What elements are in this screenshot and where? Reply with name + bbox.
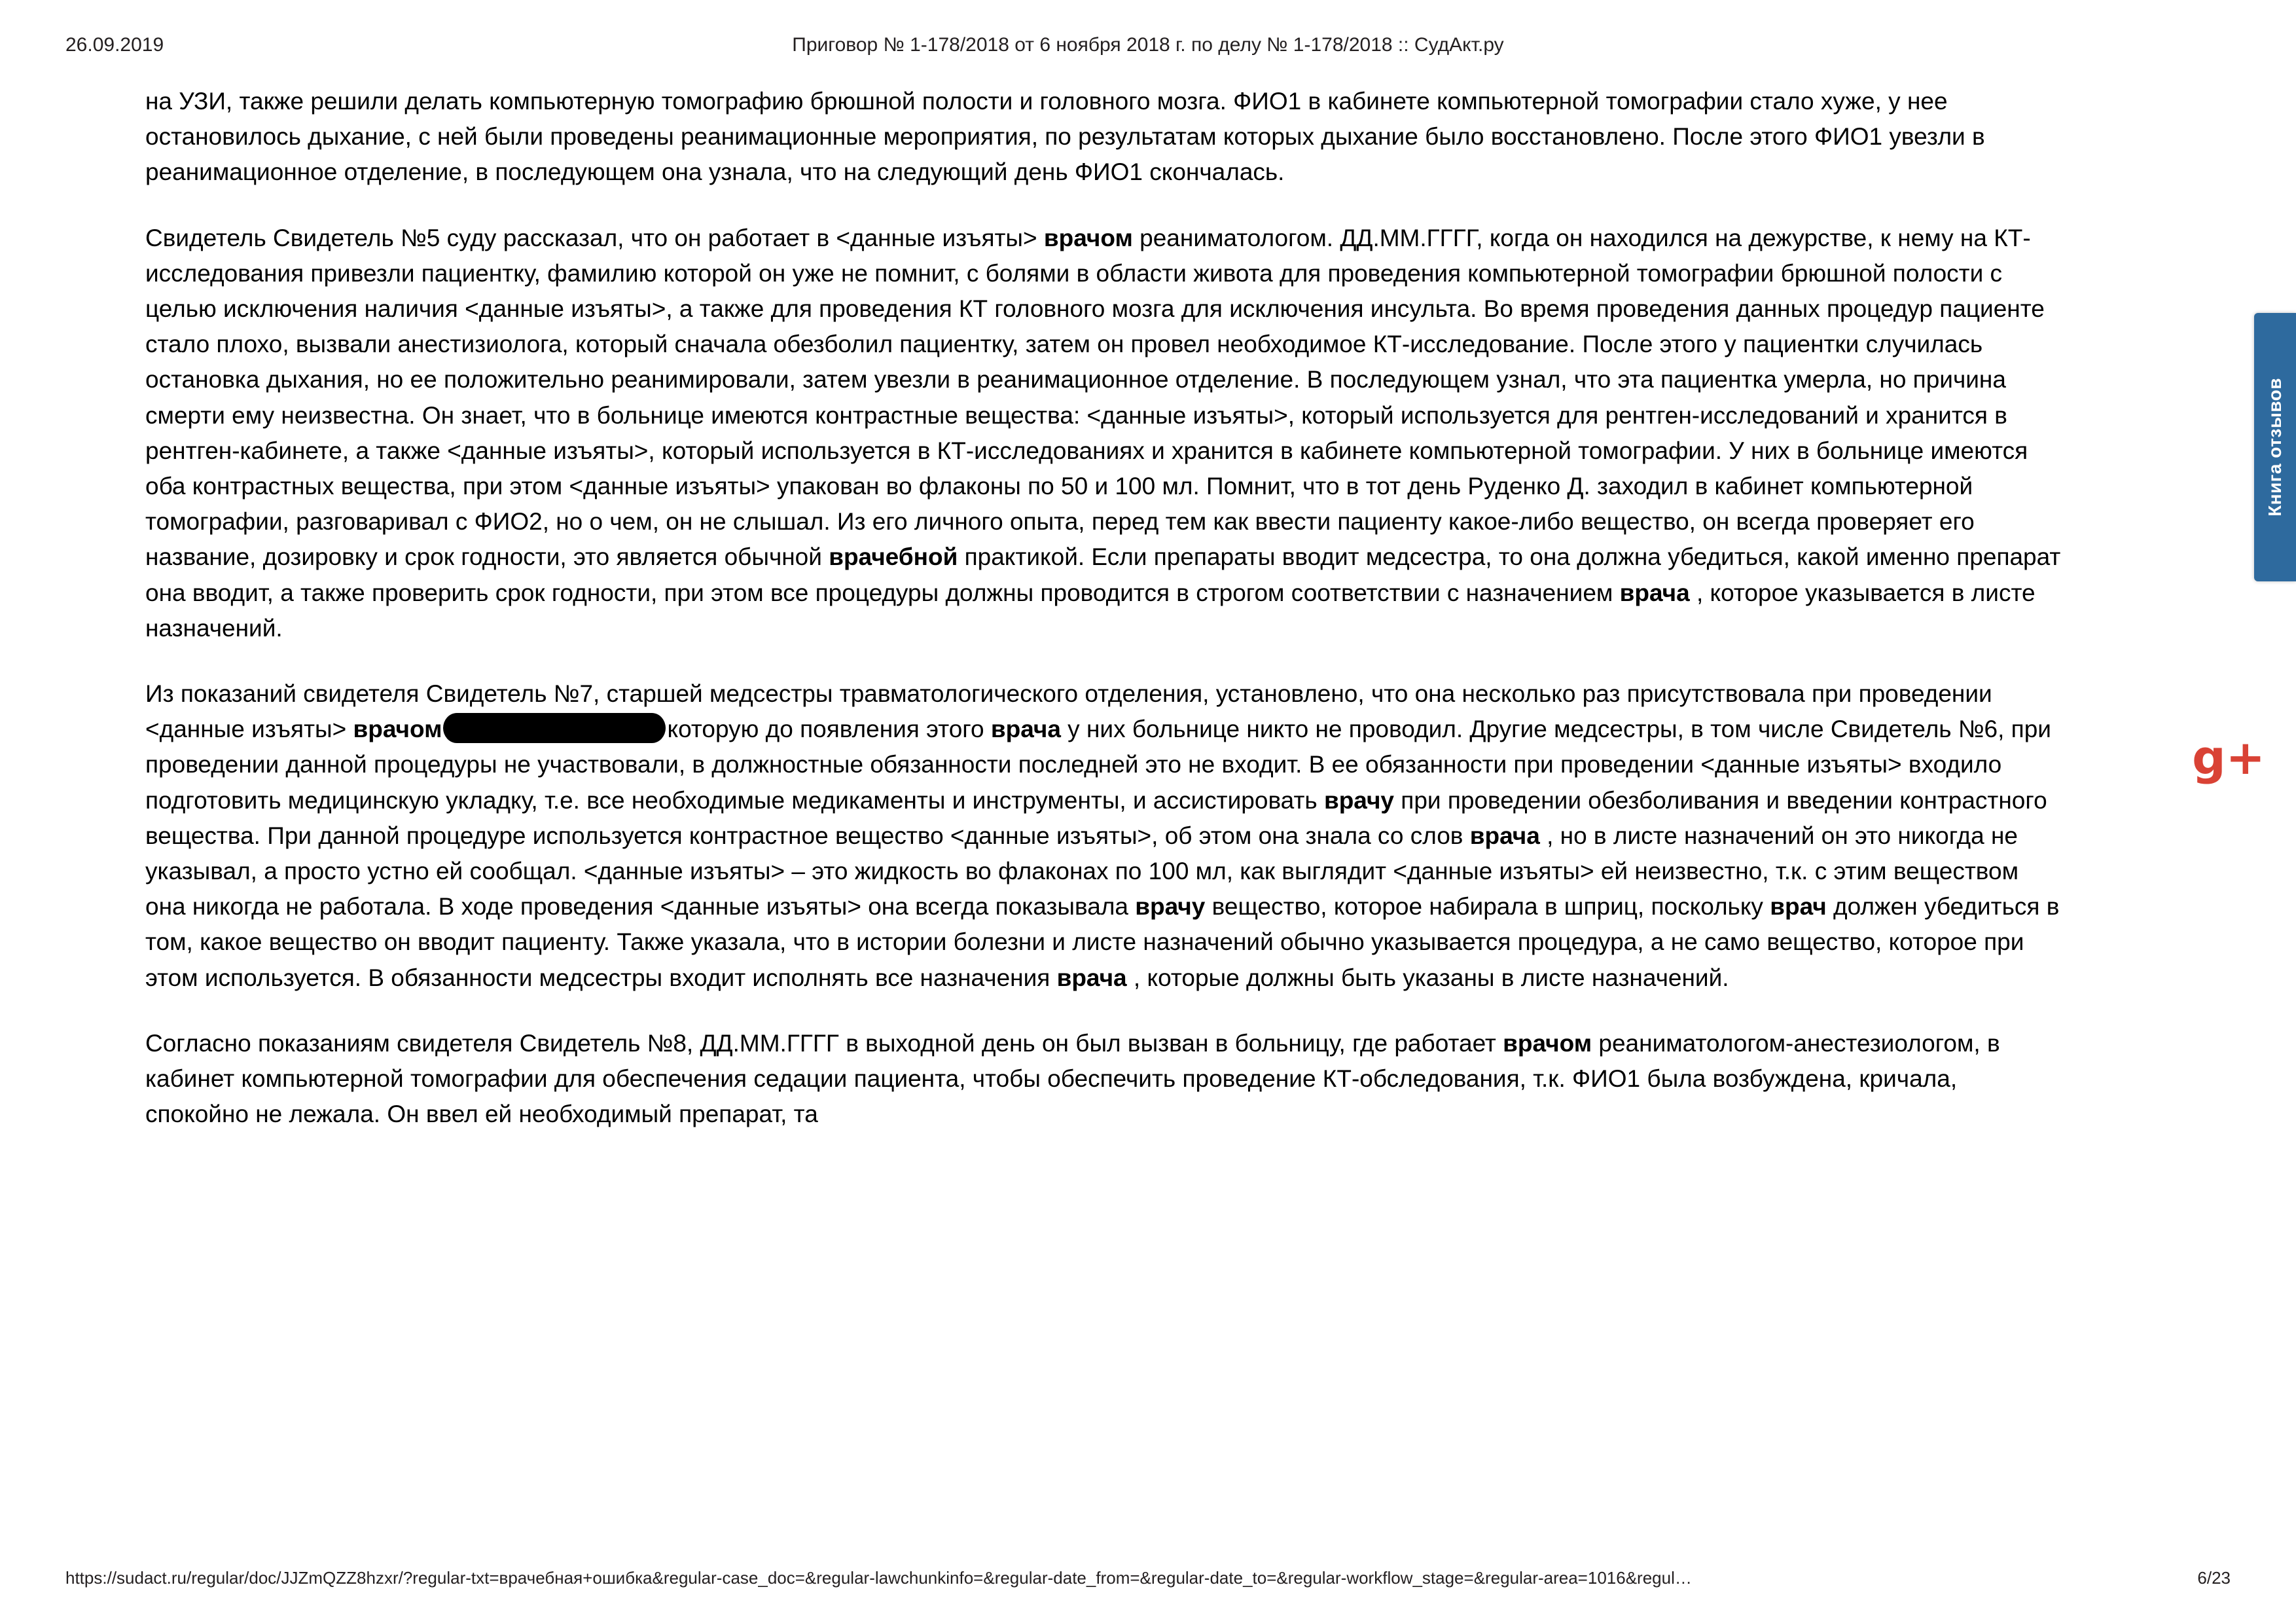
text-run: , которое указывается в листе назначений. bbox=[145, 579, 2036, 642]
paragraph bbox=[145, 84, 2063, 191]
text-run: Свидетель Свидетель №5 суду рассказал, что он работает в <данные изъяты> bbox=[145, 224, 1044, 251]
redaction-bar bbox=[443, 713, 666, 743]
highlighted-term: врачом bbox=[353, 716, 442, 743]
highlighted-term: врачу bbox=[1323, 786, 1395, 814]
document-body bbox=[145, 84, 2063, 1132]
print-footer bbox=[0, 1568, 2296, 1592]
text-run: практикой. Если препараты вводит медсестра, то она должна убедиться, какой именно препарат она вводит, а также проверить срок годности, при этом все процедуры должны проводится в строгом соответствии с назначением bbox=[145, 543, 2061, 606]
highlighted-term: врачом bbox=[1503, 1029, 1592, 1057]
google-plus-icon[interactable] bbox=[2192, 725, 2265, 790]
text-run: Согласно показаниям свидетеля Свидетель №8, ДД.ММ.ГГГГ в выходной день он был вызван в больницу, где работает bbox=[145, 1029, 1503, 1057]
page-number: 6/23 bbox=[2197, 1568, 2231, 1588]
highlighted-term: врача bbox=[1056, 964, 1127, 991]
text-run: вещество, которое набирала в шприц, поскольку bbox=[1205, 893, 1770, 921]
text-run: реаниматологом. ДД.ММ.ГГГГ, когда он находился на дежурстве, к нему на КТ-исследования привезли пациентку, фамилию которой он уже не помнит, с болями в области живота для проведения компьютерной томографии брюшной полости с целью исключения наличия <данные изъяты>, а также для проведения КТ головного мозга для исключения инсульта. Во время проведения данных процедур пациенте стало плохо, вызвали анестизиолога, который сначала обезболил пациентку, затем он провел необходимое КТ-исследование. После этого у пациентки случилась остановка дыхания, но ее положительно реанимировали, затем увезли в реанимационное отделение. В последующем узнал, что эта пациентка умерла, но причина смерти ему неизвестна. Он знает, что в больнице имеются контрастные вещества: <данные изъяты>, который используется для рентген-исследований и хранится в рентген-кабинете, а также <данные изъяты>, который используется в КТ-исследованиях и хранится в кабинете компьютерной томографии. У них в больнице имеются оба контрастных вещества, при этом <данные изъяты> упакован во флаконы по 50 и 100 мл. Помнит, что в тот день Руденко Д. заходил в кабинет компьютерной томографии, разговаривал с ФИО2, но о чем, он не слышал. Из его личного опыта, перед тем как ввести пациенту какое-либо вещество, он всегда проверяет его название, дозировку и срок годности, это является обычной bbox=[145, 224, 2045, 571]
highlighted-term: врача bbox=[1469, 822, 1540, 849]
document-title: Приговор № 1-178/2018 от 6 ноября 2018 г. по делу № 1-178/2018 :: СудАкт.ру bbox=[792, 34, 1504, 56]
highlighted-term: врач bbox=[1770, 893, 1827, 921]
text-run: , но в листе назначений он это никогда не указывал, а просто устно ей сообщал. <данные изъяты> – это жидкость во флаконах по 100 мл, как выглядит <данные изъяты> ей неизвестно, т.к. с этим веществом она никогда не работала. В ходе проведения <данные изъяты> она всегда показывала bbox=[145, 822, 2019, 921]
print-date: 26.09.2019 bbox=[65, 34, 164, 56]
google-plus-glyph: g+ bbox=[2192, 730, 2265, 785]
highlighted-term: врача bbox=[990, 716, 1061, 743]
text-run: у них больнице никто не проводил. Другие медсестры, в том числе Свидетель №6, при проведении данной процедуры не участвовали, в должностные обязанности последней это не входит. В ее обязанности при проведении <данные изъяты> входило подготовить медицинскую укладку, т.е. все необходимые медикаменты и инструменты, и ассистировать bbox=[145, 716, 2051, 814]
text-run: должен убедиться в том, какое вещество он вводит пациенту. Также указала, что в истории болезни и листе назначений обычно указывается процедура, а не само вещество, которое при этом используется. В обязанности медсестры входит исполнять все назначения bbox=[145, 893, 2060, 991]
paragraph bbox=[145, 221, 2063, 646]
text-run: , которые должны быть указаны в листе назначений. bbox=[1126, 964, 1729, 991]
text-run: Из показаний свидетеля Свидетель №7, старшей медсестры травматологического отделения, установлено, что она несколько раз присутствовала при проведении <данные изъяты> bbox=[145, 680, 1992, 743]
paragraph bbox=[145, 676, 2063, 996]
feedback-book-label: Книга отзывов bbox=[2265, 378, 2285, 517]
paragraph bbox=[145, 1026, 2063, 1133]
highlighted-term: врачом bbox=[1043, 224, 1133, 251]
text-run: реаниматологом-анестезиологом, в кабинет компьютерной томографии для обеспечения седации пациента, чтобы обеспечить проведение КТ-обследования, т.к. ФИО1 была возбуждена, кричала, спокойно не лежала. Он ввел ей необходимый препарат, та bbox=[145, 1029, 2000, 1128]
text-run: которую до появления этого bbox=[667, 716, 991, 743]
source-url: https://sudact.ru/regular/doc/JJZmQZZ8hzxr/?regular-txt=врачебная+ошибка&regular-case_doc=&regular-lawchunkinfo=&regular-date_from=&regular-date_to=&regular-workflow_stage=&regular-area=1016&regul… bbox=[65, 1568, 1692, 1588]
text-run: на УЗИ, также решили делать компьютерную томографию брюшной полости и головного мозга. ФИО1 в кабинете компьютерной томографии стало хуже, у нее остановилось дыхание, с ней были проведены реанимационные мероприятия, по результатам которых дыхание было восстановлено. После этого ФИО1 увезли в реанимационное отделение, в последующем она узнала, что на следующий день ФИО1 скончалась. bbox=[145, 88, 1985, 186]
print-header bbox=[0, 34, 2296, 60]
highlighted-term: врача bbox=[1619, 579, 1690, 606]
text-run: при проведении обезболивания и введении контрастного вещества. При данной процедуре используется контрастное вещество <данные изъяты>, об этом она знала со слов bbox=[145, 786, 2047, 849]
feedback-book-tab[interactable] bbox=[2254, 313, 2296, 581]
highlighted-term: врачебной bbox=[829, 543, 958, 571]
highlighted-term: врачу bbox=[1135, 893, 1206, 921]
